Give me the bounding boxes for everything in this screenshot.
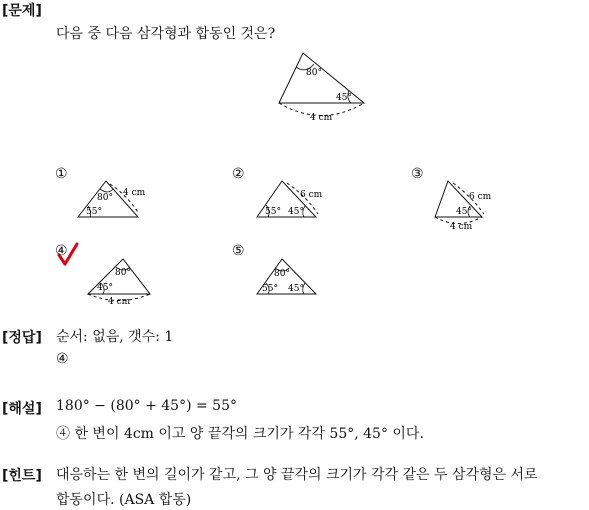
question-text: 다음 중 다음 삼각형과 합동인 것은? [56,26,276,42]
main-angle-right: 45° [336,93,352,103]
opt2-side: 6 cm [300,190,323,200]
option-2-figure [257,181,323,217]
answer-line2: ④ [56,351,69,367]
option-3-number[interactable]: ③ [411,166,424,182]
main-side-label: 4 cm [310,113,333,123]
hint-line1: 대응하는 한 변의 길이가 같고, 그 양 끝각의 크기가 각각 같은 두 삼각형은 서로 [56,467,538,483]
explanation-line2: ④ 한 변이 4cm 이고 양 끝각의 크기가 각각 55°, 45° 이다. [56,426,424,442]
opt5-angle-top: 80° [274,269,290,279]
option-5-figure [257,259,316,294]
opt4-angle-left: 45° [97,283,113,293]
option-5-number[interactable]: ⑤ [232,243,245,259]
opt1-angle-top: 80° [97,193,113,203]
option-1-figure [78,181,146,217]
opt3-side-right: 6 cm [469,192,492,202]
main-triangle [279,53,364,123]
hint-line2: 합동이다. (ASA 합동) [56,492,192,508]
opt4-angle-top: 80° [115,268,131,278]
option-4-number[interactable]: ④ [55,243,68,259]
problem-label: [문제] [2,3,42,19]
answer-label: [정답] [2,330,42,346]
opt3-angle-right: 45° [456,207,472,217]
main-angle-top: 80° [306,68,322,78]
opt1-side: 4 cm [123,188,146,198]
opt2-angle-left: 55° [265,207,281,217]
opt1-angle-left: 55° [86,207,102,217]
opt4-side: 4 cm [108,297,131,307]
option-4-figure [88,259,150,307]
option-1-number[interactable]: ① [55,166,68,182]
hint-label: [힌트] [2,468,42,484]
explanation-label: [해설] [2,401,42,417]
option-2-number[interactable]: ② [232,166,245,182]
explanation-line1: 180° − (80° + 45°) = 55° [56,398,237,414]
option-3-figure [435,181,492,232]
answer-line1: 순서: 없음, 갯수: 1 [56,329,174,345]
opt5-angle-right: 45° [288,284,304,294]
opt3-side-bottom: 4 cm [450,222,473,232]
opt2-angle-right: 45° [288,207,304,217]
opt5-angle-left: 55° [262,284,278,294]
